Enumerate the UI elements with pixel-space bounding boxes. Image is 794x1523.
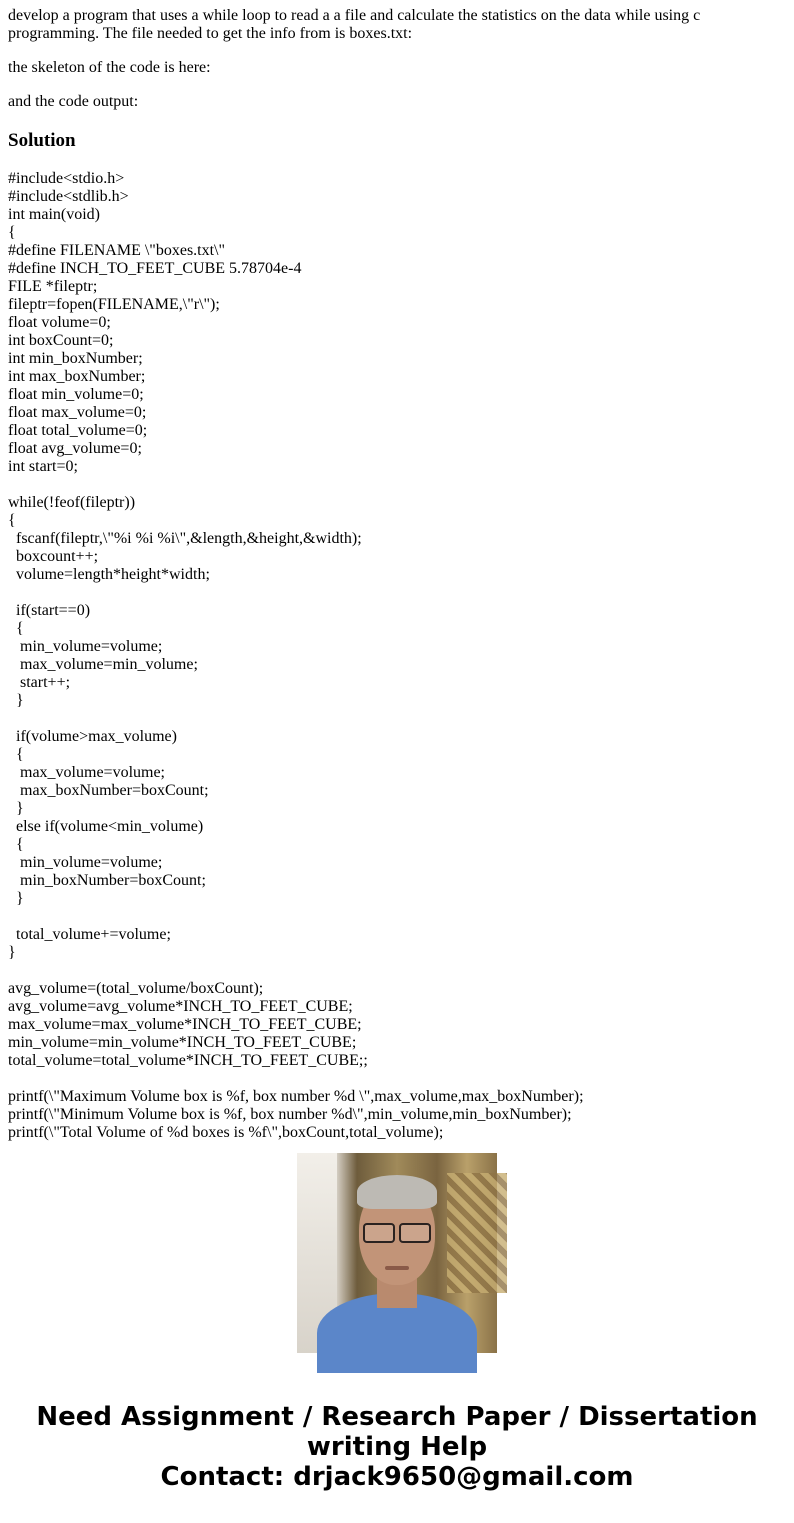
code-line: float max_volume=0;	[8, 404, 147, 421]
code-line: printf(\"Total Volume of %d boxes is %f\",boxCount,total_volume);	[8, 1124, 444, 1141]
code-line: }	[8, 944, 16, 961]
code-line: total_volume=total_volume*INCH_TO_FEET_CUBE;;	[8, 1052, 368, 1069]
code-line: float min_volume=0;	[8, 386, 144, 403]
code-line: float total_volume=0;	[8, 422, 148, 439]
question-section	[8, 7, 778, 111]
code-line	[8, 1070, 778, 1088]
code-line: float volume=0;	[8, 314, 111, 331]
code-line: {	[8, 620, 24, 637]
code-line: int max_boxNumber;	[8, 368, 146, 385]
code-line: int min_boxNumber;	[8, 350, 143, 367]
code-line: min_volume=min_volume*INCH_TO_FEET_CUBE;	[8, 1034, 357, 1051]
code-line	[8, 476, 778, 494]
code-line: fscanf(fileptr,\"%i %i %i\",&length,&height,&width);	[8, 530, 362, 547]
document-content	[8, 7, 778, 1141]
code-line: {	[8, 836, 24, 853]
code-line: avg_volume=avg_volume*INCH_TO_FEET_CUBE;	[8, 998, 353, 1015]
code-line: else if(volume<min_volume)	[8, 818, 204, 835]
code-line: min_volume=volume;	[8, 854, 163, 871]
promo-line: writing Help	[306, 1432, 488, 1462]
promo-banner	[0, 1402, 794, 1492]
code-line: {	[8, 512, 16, 529]
code-line: max_boxNumber=boxCount;	[8, 782, 209, 799]
code-line	[8, 710, 778, 728]
code-line	[8, 584, 778, 602]
code-line: fileptr=fopen(FILENAME,\"r\");	[8, 296, 220, 313]
code-line: printf(\"Maximum Volume box is %f, box number %d \",max_volume,max_boxNumber);	[8, 1088, 584, 1105]
code-line: volume=length*height*width;	[8, 566, 210, 583]
code-line: max_volume=max_volume*INCH_TO_FEET_CUBE;	[8, 1016, 362, 1033]
code-line: max_volume=min_volume;	[8, 656, 198, 673]
code-line: avg_volume=(total_volume/boxCount);	[8, 980, 264, 997]
code-line: #define FILENAME \"boxes.txt\"	[8, 242, 226, 259]
code-line: FILE *fileptr;	[8, 278, 98, 295]
code-line: total_volume+=volume;	[8, 926, 171, 943]
code-line: boxcount++;	[8, 548, 99, 565]
code-line: if(start==0)	[8, 602, 91, 619]
code-line: while(!feof(fileptr))	[8, 494, 136, 511]
code-line: }	[8, 800, 24, 817]
author-avatar	[297, 1153, 497, 1353]
code-line: start++;	[8, 674, 71, 691]
code-line	[8, 962, 778, 980]
solution-heading: Solution	[8, 130, 76, 151]
code-line: }	[8, 692, 24, 709]
code-line: #include<stdio.h>	[8, 170, 125, 187]
code-line: float avg_volume=0;	[8, 440, 142, 457]
code-line: printf(\"Minimum Volume box is %f, box number %d\",min_volume,min_boxNumber);	[8, 1106, 572, 1123]
code-line: int main(void)	[8, 206, 100, 223]
code-line: #include<stdlib.h>	[8, 188, 129, 205]
question-paragraph: and the code output:	[8, 93, 139, 110]
code-line: min_boxNumber=boxCount;	[8, 872, 206, 889]
question-paragraph: develop a program that uses a while loop to read a a file and calculate the statistics on the data while using c programming. The file needed to get the info from is boxes.txt:	[8, 7, 701, 42]
code-line: #define INCH_TO_FEET_CUBE 5.78704e-4	[8, 260, 302, 277]
code-line: int boxCount=0;	[8, 332, 114, 349]
code-line: }	[8, 890, 24, 907]
promo-line: Need Assignment / Research Paper / Dissertation	[36, 1402, 758, 1432]
solution-code	[8, 170, 778, 1142]
code-line: {	[8, 746, 24, 763]
question-paragraph: the skeleton of the code is here:	[8, 59, 211, 76]
code-line: max_volume=volume;	[8, 764, 165, 781]
code-line: min_volume=volume;	[8, 638, 163, 655]
code-line: int start=0;	[8, 458, 78, 475]
code-line: {	[8, 224, 16, 241]
code-line	[8, 908, 778, 926]
promo-contact: Contact: drjack9650@gmail.com	[160, 1462, 634, 1492]
code-line: if(volume>max_volume)	[8, 728, 177, 745]
